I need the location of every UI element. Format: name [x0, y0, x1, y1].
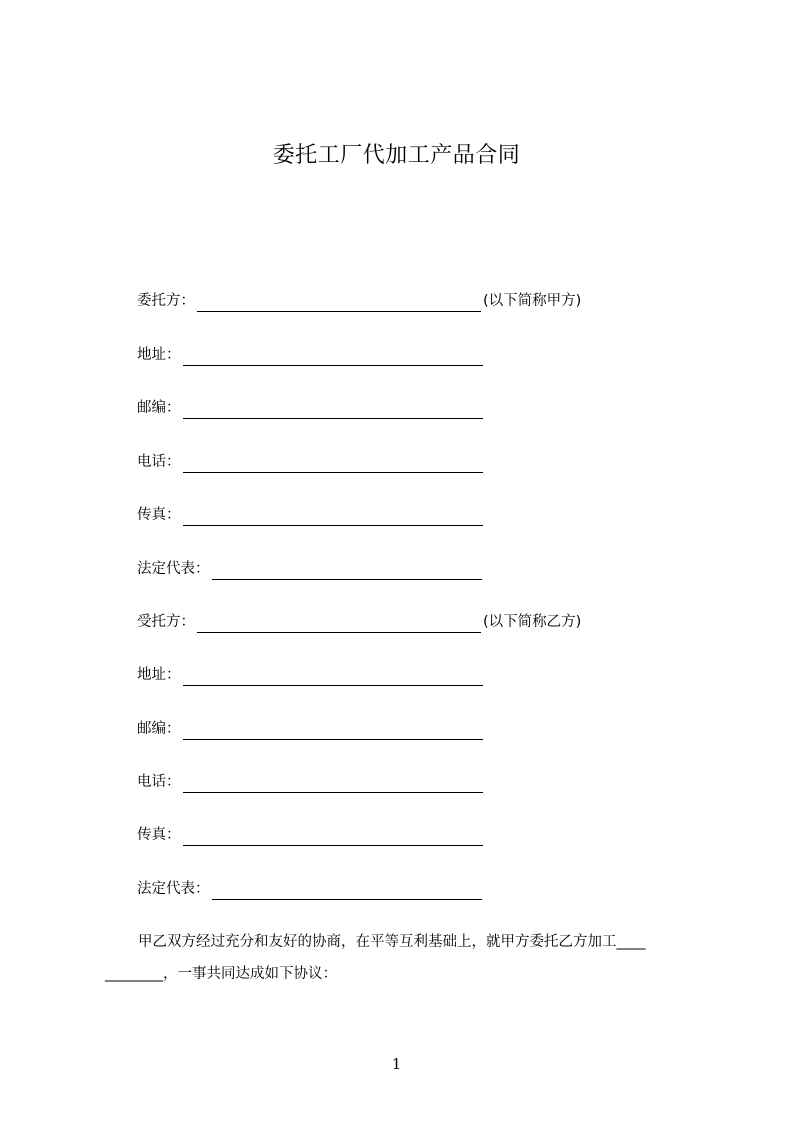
party-b-address-blank[interactable] — [183, 668, 483, 686]
party-b-postcode-blank[interactable] — [183, 722, 483, 740]
party-a-address-blank[interactable] — [183, 348, 483, 366]
party-b-address-row — [137, 664, 483, 686]
party-a-address-label: 地址： — [137, 347, 181, 363]
party-a-postcode-label: 邮编： — [137, 400, 181, 416]
party-a-phone-blank[interactable] — [183, 455, 483, 473]
party-a-legal-rep-label: 法定代表： — [137, 561, 210, 577]
party-a-client-row — [137, 290, 581, 312]
party-a-fax-label: 传真： — [137, 507, 181, 523]
party-b-phone-row — [137, 771, 483, 793]
party-b-address-label: 地址： — [137, 667, 181, 683]
party-a-client-label: 委托方： — [137, 293, 195, 309]
party-a-fax-row — [137, 504, 483, 526]
party-b-postcode-row — [137, 718, 483, 740]
party-a-postcode-blank[interactable] — [183, 401, 483, 419]
party-b-legal-rep-label: 法定代表： — [137, 881, 210, 897]
party-b-contractor-row — [137, 611, 581, 633]
document-title: 委托工厂代加工产品合同 — [272, 143, 521, 168]
party-a-fax-blank[interactable] — [183, 508, 483, 526]
party-a-legal-rep-row — [137, 558, 482, 580]
party-a-phone-row — [137, 451, 483, 473]
agreement-line-2: ________，一事共同达成如下协议： — [105, 966, 337, 982]
agreement-line-1: 甲乙双方经过充分和友好的协商，在平等互利基础上，就甲方委托乙方加工____ — [138, 934, 646, 950]
party-b-postcode-label: 邮编： — [137, 721, 181, 737]
party-b-phone-label: 电话： — [137, 774, 181, 790]
agreement-paragraph — [105, 926, 705, 990]
party-b-fax-blank[interactable] — [183, 828, 483, 846]
party-a-legal-rep-blank[interactable] — [212, 562, 482, 580]
party-b-legal-rep-row — [137, 878, 482, 900]
party-a-address-row — [137, 344, 483, 366]
party-b-fax-row — [137, 824, 483, 846]
party-b-legal-rep-blank[interactable] — [212, 882, 482, 900]
party-b-contractor-label: 受托方： — [137, 614, 195, 630]
party-b-fax-label: 传真： — [137, 827, 181, 843]
party-a-postcode-row — [137, 397, 483, 419]
party-b-contractor-suffix: (以下简称乙方) — [483, 614, 582, 630]
party-a-phone-label: 电话： — [137, 454, 181, 470]
party-b-phone-blank[interactable] — [183, 775, 483, 793]
party-a-client-blank[interactable] — [197, 294, 481, 312]
party-b-contractor-blank[interactable] — [197, 615, 481, 633]
party-a-client-suffix: (以下简称甲方) — [483, 293, 582, 309]
page-number: 1 — [391, 1055, 402, 1073]
